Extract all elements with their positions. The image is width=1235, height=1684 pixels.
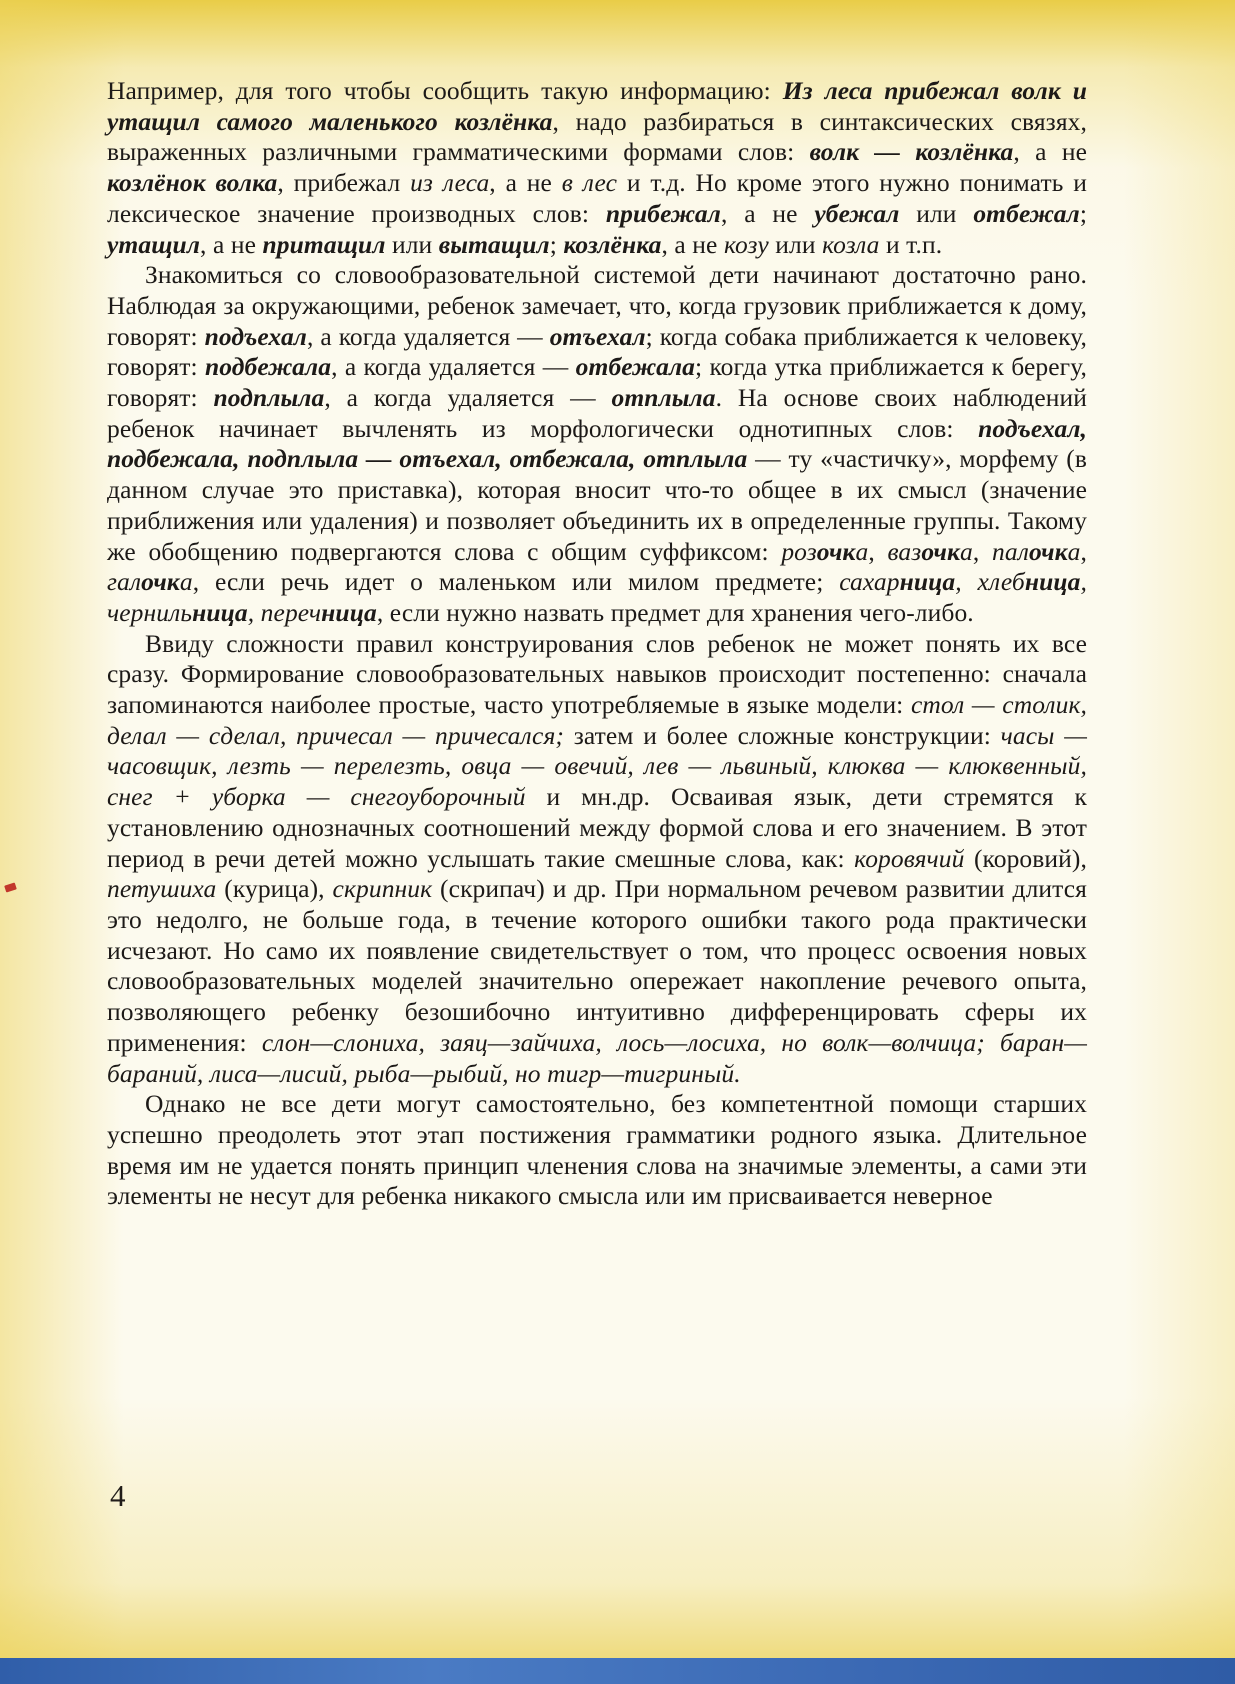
- text-run: ваз: [887, 536, 922, 566]
- text-run: Однако не все дети могут самостоятельно, без компетентной помощи старших успешно преодолеть этот этап постижения грамматики родного языка. Длительное время им не удается понять принцип членения слова на значимые элементы, а сами эти элементы не несут для ребенка никакого смысла или им присваивается неверное: [107, 1089, 1087, 1211]
- text-run: , надо разбираться в синтаксических связях, выраженных различными грамматическими формами слов:: [107, 106, 1087, 167]
- text-run: сахар: [839, 567, 900, 597]
- text-run: роз: [781, 536, 817, 566]
- text-run: а: [960, 536, 973, 566]
- text-run: подъехал, подбежала, подплыла — отъехал, отбежала, отплыла: [107, 413, 1087, 474]
- text-run: гал: [107, 567, 142, 597]
- text-run: отплыла: [611, 383, 716, 413]
- text-run: козла: [822, 229, 880, 259]
- text-run: утащил: [107, 229, 201, 259]
- text-run: или: [899, 198, 974, 228]
- text-run: ; когда утка приближается к берегу, говорят:: [107, 352, 1087, 413]
- text-run: — ту «частичку», морфему (в данном случае это приставка), которая вносит что-то общее в их смысл (значение приближения или удаления) и позволяет объединить их в определенные группы. Такому же обобщению подвергаются слова с общим суффиксом:: [107, 444, 1087, 566]
- text-run: , а не: [720, 198, 815, 228]
- text-run: ,: [1080, 536, 1087, 566]
- text-run: , переч: [247, 597, 322, 627]
- text-run: козлёнок волка: [107, 168, 278, 198]
- text-run: очк: [1028, 536, 1068, 566]
- text-run: и т.п.: [879, 229, 943, 259]
- text-run: петушиха: [107, 874, 217, 904]
- text-run: , а когда удаляется —: [307, 321, 550, 351]
- text-run: и мн.др. Осваивая язык, дети стремятся к установлению однозначных соотношений между формой слова и его значением. В этот период в речи детей можно услышать такие смешные слова, как:: [107, 782, 1087, 873]
- text-run: (скрипач) и др. При нормальном речевом развитии длится это недолго, не больше года, в течение которого ошибки такого рода практически исчезают. Но само их появление свидетельствует о том, что процесс освоения новых словообразовательных моделей значительно опережает накопление речевого опыта, позволяющего ребенку безошибочно интуитивно дифференцировать сферы их применения:: [107, 874, 1087, 1057]
- text-run: подбежала: [204, 352, 332, 382]
- text-run: , а не: [200, 229, 263, 259]
- text-run: а: [855, 536, 869, 566]
- text-run: или: [385, 229, 439, 259]
- text-run: стол — столик, делал — сделал, причесал — причесался;: [107, 690, 1088, 750]
- paragraph: [107, 76, 1087, 260]
- text-run: очк: [921, 536, 961, 566]
- text-run: из леса: [410, 168, 490, 198]
- text-run: ; когда собака приближается к человеку, говорят:: [107, 321, 1087, 382]
- text-run: слон—слониха, заяц—зайчиха, лось—лосиха, но волк—волчица; баран—бараний, лиса—лисий, рыба—рыбий, но тигр—тигриный.: [107, 1027, 1087, 1088]
- text-run: , если нужно назвать предмет для хранения чего-либо.: [376, 597, 974, 627]
- text-run: а: [1067, 536, 1081, 566]
- text-run: , а не: [661, 229, 724, 259]
- text-run: ница: [321, 597, 377, 627]
- text-run: ница: [1024, 567, 1081, 597]
- text-run: отбежал: [973, 198, 1080, 228]
- text-run: притащил: [262, 229, 386, 259]
- paragraph: [107, 260, 1087, 628]
- text-run: ,: [868, 536, 888, 566]
- text-run: очк: [141, 567, 180, 597]
- text-run: козлёнка: [563, 229, 662, 259]
- text-run: скрипник: [332, 874, 433, 904]
- text-run: Ввиду сложности правил конструирования слов ребенок не может понять их все сразу. Формирование словообразовательных навыков происходит постепенно: сначала запоминаются наиболее простые, часто употребляемые в языке модели:: [107, 628, 1087, 720]
- text-run: , а когда удаляется —: [331, 352, 576, 382]
- text-run: ,: [972, 536, 993, 566]
- text-run: , а не: [1013, 137, 1087, 167]
- text-run: (коровий),: [964, 843, 1087, 873]
- text-run: (курица),: [216, 874, 333, 904]
- text-run: отъехал: [549, 321, 646, 351]
- text-run: и т.д. Но кроме этого нужно понимать и лексическое значение производных слов:: [107, 168, 1087, 228]
- page-number: 4: [110, 1478, 126, 1513]
- text-run: , черниль: [107, 567, 1087, 627]
- text-run: ница: [899, 567, 956, 597]
- text-run: козу: [723, 229, 769, 259]
- text-run: Например, для того чтобы сообщить такую информацию:: [107, 76, 783, 105]
- text-run: ница: [192, 597, 248, 627]
- text-run: подплыла: [213, 383, 325, 413]
- text-run: , а когда удаляется —: [324, 383, 612, 413]
- text-run: затем и более сложные конструкции:: [564, 720, 1001, 750]
- text-run: , хлеб: [955, 567, 1025, 597]
- text-run: часы — часовщик, лезть — перелезть, овца — овечий, лев — львиный, клюква — клюквенный, снег + уборка — снегоуборочный: [107, 720, 1087, 812]
- text-run: волк — козлёнка: [809, 137, 1014, 167]
- text-run: . На основе своих наблюдений ребенок начинает вычленять из морфологически однотипных слов:: [107, 383, 1087, 443]
- text-run: , а не: [489, 168, 562, 198]
- footer-bar: [0, 1658, 1235, 1684]
- text-run: убежал: [814, 198, 900, 228]
- paragraph: [107, 629, 1087, 1090]
- paragraph: [107, 1089, 1087, 1212]
- text-run: подъехал: [204, 321, 307, 351]
- text-run: пал: [992, 536, 1029, 566]
- text-run: , если речь идет о маленьком или милом предмете;: [192, 567, 840, 597]
- margin-mark: [4, 882, 17, 892]
- text-run: ;: [1079, 198, 1087, 228]
- text-run: , прибежал: [277, 168, 411, 198]
- text-run: а: [179, 567, 193, 597]
- text-run: вытащил: [438, 229, 550, 259]
- text-block: [107, 76, 1087, 1212]
- text-run: коровячий: [854, 843, 965, 873]
- text-run: или: [768, 229, 823, 259]
- text-run: Из леса прибежал волк и утащил самого маленького козлёнка: [107, 76, 1088, 136]
- text-run: очк: [816, 536, 856, 566]
- text-run: прибежал: [605, 198, 721, 228]
- text-run: Знакомиться со словообразовательной системой дети начинают достаточно рано. Наблюдая за окружающими, ребенок замечает, что, когда грузовик приближается к дому, говорят:: [107, 260, 1087, 351]
- text-run: отбежала: [575, 352, 695, 382]
- text-run: ;: [549, 229, 564, 259]
- text-run: в лес: [561, 168, 618, 198]
